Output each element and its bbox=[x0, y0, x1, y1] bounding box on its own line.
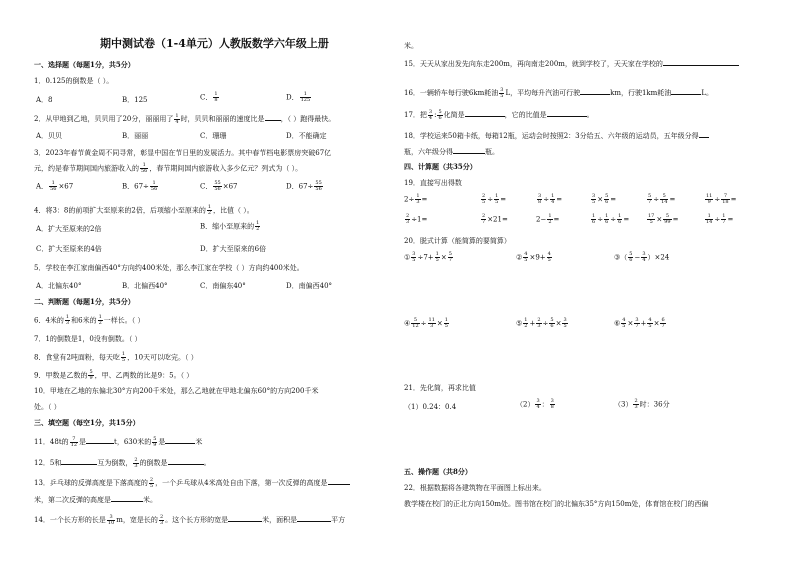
question-22: 22．根据数据将各建筑物在平面图上标出来。 bbox=[404, 484, 546, 492]
q20-item-3: ③（ $\frac{5}{6}$ − $\frac{3}{4}$ ）×24 bbox=[614, 251, 670, 263]
question-3-line-2: 元，约是春节期间国内旅游收入的 $\frac{1}{56}$ ，春节期间国内旅游收入多少亿元？列式为（ ）。 bbox=[34, 162, 303, 174]
page-title: 期中测试卷（1-4单元）人教版数学六年级上册 bbox=[100, 37, 329, 50]
q4-option-b: B．缩小至原来的 $\frac{1}{2}$ bbox=[200, 220, 260, 232]
question-11: 11．48t的 $\frac{7}{12}$ 是 t，630米的 $\frac{5}{9}$ 是 米 bbox=[34, 435, 203, 448]
q5-option-b: B．北偏西40° bbox=[122, 282, 168, 290]
question-8: 8．食堂有2吨面粉，每天吃 $\frac{1}{5}$ ，10天可以吃完。（ ） bbox=[34, 351, 198, 363]
q2-option-c: C．珊珊 bbox=[200, 132, 227, 140]
q20-item-4: ④ $\frac{5}{12}$ ÷ $\frac{11}{3}$ × $\frac{1}{5}$ bbox=[404, 317, 448, 329]
q4-option-d: D．扩大至原来的6倍 bbox=[200, 245, 267, 253]
q3-option-b: B．67÷ $\frac{1}{56}$ bbox=[122, 180, 158, 192]
question-13-line-1: 13．乒乓球的反弹高度是下落高度的 $\frac{2}{5}$ ，一个乒乓球从4米高处自由下落，第一次反弹的高度是 bbox=[34, 477, 350, 489]
question-13-line-2: 米，第二次反弹的高度是 米。 bbox=[34, 496, 157, 504]
section-calc: 四、计算题（共35分） bbox=[404, 162, 477, 171]
q21-item-1: （1）0.24：0.4 bbox=[404, 403, 457, 411]
q3-option-a: A． $\frac{1}{56}$ ×67 bbox=[36, 180, 74, 192]
q4-option-a: A．扩大至原来的2倍 bbox=[36, 225, 102, 233]
q19-item-12: $\frac{1}{14}$ ÷ $\frac{1}{7}$ = bbox=[706, 213, 734, 225]
q5-option-c: C．南偏东40° bbox=[200, 282, 246, 290]
section-operation: 五、操作题（共8分） bbox=[404, 467, 472, 476]
section-fill: 三、填空题（每空1分，共15分） bbox=[34, 418, 140, 427]
q1-option-b: B．125 bbox=[122, 96, 148, 104]
q19-item-3: $\frac{3}{8}$ ÷ $\frac{1}{4}$ = bbox=[538, 193, 563, 205]
q21-item-3: （3） $\frac{2}{3}$ 时：36分 bbox=[614, 398, 670, 410]
question-21: 21．先化简，再求比值 bbox=[404, 384, 476, 392]
q20-item-5: ⑤ $\frac{1}{2}$ + $\frac{2}{3}$ ÷ $\frac{5}{6}$ × $\frac{3}{5}$ bbox=[516, 317, 567, 329]
question-3-line-1: 3．2023年春节黄金周不同寻常，彰显中国在节日里的发展活力。其中春节档电影票房突破67亿 bbox=[34, 149, 332, 157]
q19-item-2: $\frac{2}{5}$ ÷ $\frac{1}{5}$ = bbox=[482, 193, 507, 205]
section-judge: 二、判断题（每题1分，共5分） bbox=[34, 297, 135, 306]
question-19: 19．直接写出得数 bbox=[404, 179, 462, 187]
q20-item-6: ⑥ $\frac{4}{5}$ × $\frac{3}{7}$ + $\frac{4}{5}$ × $\frac{6}{7}$ bbox=[614, 317, 665, 329]
q19-item-11: $\frac{17}{5}$ × $\frac{5}{99}$ = bbox=[648, 213, 679, 225]
q1-option-a: A．8 bbox=[36, 96, 53, 104]
q19-item-4: $\frac{3}{5}$ × $\frac{5}{6}$ = bbox=[592, 193, 617, 205]
question-17: 17．把 $\frac{3}{4}$ : $\frac{5}{6}$ 化简是 ，它的比值是 。 bbox=[404, 108, 594, 121]
question-7: 7．1的倒数是1，0没有倒数。（ ） bbox=[34, 335, 142, 343]
question-14: 14．一个长方形的长是 $\frac{3}{10}$ m，宽是长的 $\frac{2}{3}$ 。这个长方形的宽是 米，面积是 平方 bbox=[34, 513, 346, 526]
q19-item-9: 2− $\frac{1}{2}$ = bbox=[536, 213, 560, 225]
question-1: 1．0.125的倒数是（ ）。 bbox=[34, 77, 114, 85]
question-18-line-2: 瓶，六年级分得 瓶。 bbox=[404, 148, 499, 156]
q2-option-a: A．贝贝 bbox=[36, 132, 63, 140]
question-4: 4．将3：8的前项扩大至原来的2倍，后项缩小至原来的 $\frac{1}{2}$ ，比值（ ）。 bbox=[34, 204, 254, 216]
question-10-line-1: 10．甲地在乙地的东偏北30°方向200千米处，那么乙地就在甲地北偏东60°的方向200千米 bbox=[34, 387, 319, 395]
question-16: 16．一辆轿车每行驶6km耗油 $\frac{3}{5}$ L，平均每升汽油可行驶 km，行驶1km耗油 L。 bbox=[404, 86, 713, 99]
question-9: 9．甲数是乙数的 $\frac{5}{9}$ ，甲、乙两数的比是9：5。（ ） bbox=[34, 369, 194, 381]
q3-option-c: C． $\frac{55}{56}$ ×67 bbox=[200, 180, 238, 192]
q19-item-7: $\frac{2}{3}$ ÷1= bbox=[406, 213, 428, 225]
question-15: 15．天天从家出发先向东走200m，再向南走200m，就到学校了，天天家在学校的 bbox=[404, 58, 739, 69]
q2-option-b: B．丽丽 bbox=[122, 132, 149, 140]
question-5: 5．学校在李江家南偏西40°方向约400米处，那么李江家在学校（ ）方向约400米处。 bbox=[34, 264, 304, 272]
q19-item-10: $\frac{1}{6}$ ÷ $\frac{1}{6}$ ÷ $\frac{1}{6}$ = bbox=[592, 213, 630, 225]
q1-option-c: C． $\frac{1}{8}$ bbox=[200, 91, 218, 103]
q20-item-2: ② $\frac{4}{5}$ ×9+ $\frac{4}{5}$ bbox=[516, 251, 551, 263]
q3-option-d: D．67÷ $\frac{55}{56}$ bbox=[286, 180, 322, 192]
q21-item-2: （2） $\frac{3}{4}$ ： $\frac{3}{8}$ bbox=[516, 398, 554, 410]
q20-item-1: ① $\frac{3}{5}$ ÷7+ $\frac{1}{5}$ × $\frac{5}{7}$ bbox=[404, 251, 452, 263]
q5-option-a: A．北偏东40° bbox=[36, 282, 82, 290]
q4-option-c: C．扩大至原来的4倍 bbox=[36, 245, 102, 253]
q2-option-d: D．不能确定 bbox=[286, 132, 327, 140]
q14-continuation: 米。 bbox=[404, 42, 418, 50]
question-18-line-1: 18．学校运来50箱卡纸，每箱12瓶，运动会时按照2：3分给五、六年级的运动员，五年级分得 bbox=[404, 130, 709, 141]
q19-item-5: $\frac{5}{7}$ ÷ $\frac{5}{14}$ = bbox=[648, 193, 676, 205]
section-choice: 一、选择题（每题1分，共5分） bbox=[34, 60, 135, 69]
question-10-line-2: 处。（ ） bbox=[34, 403, 61, 411]
q1-option-d: D． $\frac{1}{125}$ bbox=[286, 91, 311, 103]
q19-item-8: $\frac{2}{7}$ ×21= bbox=[482, 213, 508, 225]
question-12: 12．5和 互为倒数， $\frac{2}{3}$ 的倒数是 。 bbox=[34, 456, 211, 469]
q5-option-d: D．南偏西40° bbox=[286, 282, 333, 290]
question-2: 2．从甲地到乙地，贝贝用了20分，丽丽用了 $\frac{1}{4}$ 时，贝贝和丽丽的速度比是 ，（ ）跑得最快。 bbox=[34, 112, 336, 125]
question-6: 6．4米的 $\frac{1}{3}$ 和6米的 $\frac{1}{2}$ 一样长。（ ） bbox=[34, 314, 145, 326]
q19-item-6: $\frac{11}{9}$ ÷ $\frac{7}{18}$ = bbox=[706, 193, 737, 205]
q19-item-1: 2÷ $\frac{1}{3}$ = bbox=[404, 193, 428, 205]
question-22-detail: 教学楼在校门的正北方向150m处。图书馆在校门的北偏东35°方向150m处，体育馆在校门的西偏 bbox=[404, 500, 709, 508]
question-20: 20．脱式计算（能简算的要简算） bbox=[404, 237, 511, 245]
